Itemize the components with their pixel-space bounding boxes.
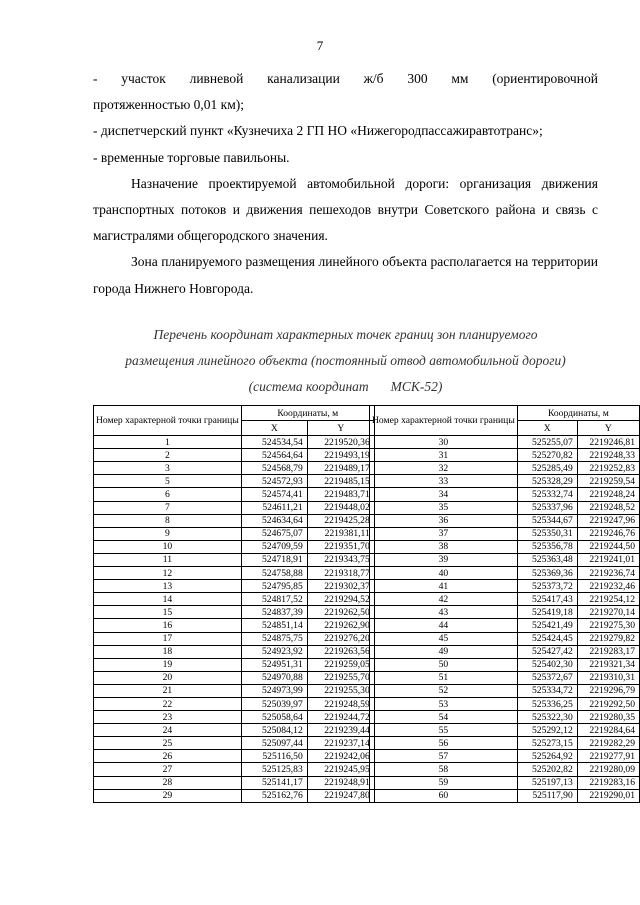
cell-point-number: 58 (370, 763, 518, 776)
cell-x: 525332,74 (517, 488, 577, 501)
table-row (370, 724, 640, 737)
cell-y: 2219448,02 (307, 501, 374, 514)
cell-point-number: 5 (94, 475, 242, 488)
cell-x: 524795,85 (241, 580, 307, 593)
cell-y: 2219283,16 (577, 776, 639, 789)
cell-y: 2219236,74 (577, 567, 639, 580)
cell-y: 2219280,09 (577, 763, 639, 776)
table-row (94, 527, 375, 540)
cell-y: 2219244,72 (307, 711, 374, 724)
table-row (94, 514, 375, 527)
table-row (94, 671, 375, 684)
table-row (370, 501, 640, 514)
cell-point-number: 6 (94, 488, 242, 501)
cell-x: 525273,15 (517, 737, 577, 750)
cell-y: 2219232,46 (577, 580, 639, 593)
cell-x: 525417,43 (517, 593, 577, 606)
list-item-drainage: - участок ливневой канализации ж/б 300 мм (ориентировочной (93, 66, 598, 92)
cell-y: 2219292,50 (577, 697, 639, 710)
cell-point-number: 22 (94, 697, 242, 710)
table-row (370, 580, 640, 593)
table-row (370, 540, 640, 553)
table-row (94, 763, 375, 776)
cell-point-number: 28 (94, 776, 242, 789)
cell-point-number: 49 (370, 645, 518, 658)
cell-x: 525162,76 (241, 789, 307, 802)
cell-x: 524534,54 (241, 436, 307, 449)
table-row (94, 540, 375, 553)
cell-y: 2219276,20 (307, 632, 374, 645)
cell-point-number: 54 (370, 711, 518, 724)
cell-x: 525292,12 (517, 724, 577, 737)
cell-point-number: 17 (94, 632, 242, 645)
cell-y: 2219263,56 (307, 645, 374, 658)
table-row (94, 501, 375, 514)
header-point-number: Номер характерной точки границы (370, 406, 518, 436)
cell-x: 525427,42 (517, 645, 577, 658)
cell-point-number: 31 (370, 449, 518, 462)
cell-y: 2219321,34 (577, 658, 639, 671)
cell-y: 2219252,83 (577, 462, 639, 475)
table-row (370, 789, 640, 802)
cell-point-number: 23 (94, 711, 242, 724)
cell-x: 525421,49 (517, 619, 577, 632)
table-row (370, 763, 640, 776)
table-row (370, 475, 640, 488)
cell-point-number: 9 (94, 527, 242, 540)
cell-x: 524611,21 (241, 501, 307, 514)
cell-x: 525322,30 (517, 711, 577, 724)
cell-y: 2219248,24 (577, 488, 639, 501)
list-dash: - (93, 71, 98, 86)
cell-y: 2219280,35 (577, 711, 639, 724)
cell-x: 525356,78 (517, 540, 577, 553)
cell-x: 525255,07 (517, 436, 577, 449)
table-row (370, 488, 640, 501)
cell-y: 2219248,52 (577, 501, 639, 514)
cell-x: 525197,13 (517, 776, 577, 789)
cell-x: 525337,96 (517, 501, 577, 514)
table-row (94, 724, 375, 737)
cell-y: 2219254,12 (577, 593, 639, 606)
coordinates-table-left (93, 405, 375, 803)
cell-point-number: 25 (94, 737, 242, 750)
cell-y: 2219262,50 (307, 606, 374, 619)
cell-x: 524817,52 (241, 593, 307, 606)
cell-point-number: 42 (370, 593, 518, 606)
table-row (94, 619, 375, 632)
cell-x: 525202,82 (517, 763, 577, 776)
table-row (94, 449, 375, 462)
cell-x: 524634,64 (241, 514, 307, 527)
table-row (94, 567, 375, 580)
table-row (94, 684, 375, 697)
cell-x: 525084,12 (241, 724, 307, 737)
table-row (94, 580, 375, 593)
cell-y: 2219294,52 (307, 593, 374, 606)
table-row (94, 658, 375, 671)
cell-x: 524970,88 (241, 671, 307, 684)
cell-y: 2219483,71 (307, 488, 374, 501)
cell-x: 525097,44 (241, 737, 307, 750)
table-row (94, 789, 375, 802)
cell-y: 2219241,01 (577, 553, 639, 566)
cell-x: 524564,64 (241, 449, 307, 462)
cell-point-number: 1 (94, 436, 242, 449)
cell-x: 525363,48 (517, 553, 577, 566)
cell-y: 2219270,14 (577, 606, 639, 619)
cell-y: 2219239,44 (307, 724, 374, 737)
table-row (94, 553, 375, 566)
caption-line-2: размещения линейного объекта (постоянный отвод автомобильной дороги) (125, 353, 566, 368)
cell-x: 525264,92 (517, 750, 577, 763)
cell-x: 524875,75 (241, 632, 307, 645)
cell-point-number: 30 (370, 436, 518, 449)
table-row (370, 619, 640, 632)
cell-y: 2219520,36 (307, 436, 374, 449)
table-row (370, 684, 640, 697)
list-item-dispatch: - диспетчерский пункт «Кузнечиха 2 ГП НО «Нижегородпассажиравтотранс»; (93, 123, 543, 139)
cell-point-number: 38 (370, 540, 518, 553)
cell-x: 525125,83 (241, 763, 307, 776)
cell-x: 524837,39 (241, 606, 307, 619)
cell-y: 2219248,59 (307, 697, 374, 710)
cell-y: 2219245,95 (307, 763, 374, 776)
table-row (370, 449, 640, 462)
cell-y: 2219284,64 (577, 724, 639, 737)
cell-point-number: 7 (94, 501, 242, 514)
caption-line-3: (система координат МСК-52) (248, 379, 443, 394)
cell-x: 524718,91 (241, 553, 307, 566)
cell-y: 2219246,76 (577, 527, 639, 540)
cell-y: 2219351,70 (307, 540, 374, 553)
cell-y: 2219381,11 (307, 527, 374, 540)
cell-point-number: 18 (94, 645, 242, 658)
table-row (94, 750, 375, 763)
cell-x: 525373,72 (517, 580, 577, 593)
cell-x: 525058,64 (241, 711, 307, 724)
cell-x: 525117,90 (517, 789, 577, 802)
cell-point-number: 16 (94, 619, 242, 632)
table-row (94, 593, 375, 606)
table-row (94, 737, 375, 750)
cell-x: 524951,31 (241, 658, 307, 671)
cell-point-number: 19 (94, 658, 242, 671)
cell-y: 2219248,33 (577, 449, 639, 462)
table-row (370, 567, 640, 580)
cell-point-number: 39 (370, 553, 518, 566)
table-row (370, 737, 640, 750)
table-row (370, 645, 640, 658)
page-number: 7 (316, 38, 324, 53)
cell-point-number: 33 (370, 475, 518, 488)
cell-x: 524851,14 (241, 619, 307, 632)
paragraph-zone: Зона планируемого размещения линейного объекта располагается на территории города Нижнего Новгорода. (93, 254, 598, 296)
cell-x: 525344,67 (517, 514, 577, 527)
cell-x: 525328,29 (517, 475, 577, 488)
table-row (370, 436, 640, 449)
cell-y: 2219283,17 (577, 645, 639, 658)
header-point-number: Номер характерной точки границы (94, 406, 242, 436)
cell-point-number: 40 (370, 567, 518, 580)
table-row (370, 750, 640, 763)
cell-point-number: 57 (370, 750, 518, 763)
header-coordinates: Координаты, м (517, 406, 639, 421)
header-x: X (517, 421, 577, 436)
header-y: Y (577, 421, 639, 436)
cell-point-number: 35 (370, 501, 518, 514)
cell-x: 525116,50 (241, 750, 307, 763)
header-x: X (241, 421, 307, 436)
caption-line-1: Перечень координат характерных точек границ зон планируемого (153, 327, 538, 342)
cell-x: 525270,82 (517, 449, 577, 462)
table-row (370, 697, 640, 710)
cell-point-number: 12 (94, 567, 242, 580)
cell-point-number: 53 (370, 697, 518, 710)
cell-point-number: 13 (94, 580, 242, 593)
cell-x: 525350,31 (517, 527, 577, 540)
body-text (93, 66, 598, 302)
table-row (370, 606, 640, 619)
cell-y: 2219248,91 (307, 776, 374, 789)
table-row (94, 606, 375, 619)
table-row (94, 632, 375, 645)
table-row (94, 436, 375, 449)
cell-x: 525372,67 (517, 671, 577, 684)
table-row (370, 553, 640, 566)
cell-x: 524973,99 (241, 684, 307, 697)
table-row (94, 645, 375, 658)
table-row (370, 658, 640, 671)
cell-x: 525039,97 (241, 697, 307, 710)
cell-y: 2219296,79 (577, 684, 639, 697)
cell-x: 524758,88 (241, 567, 307, 580)
cell-point-number: 44 (370, 619, 518, 632)
table-row (370, 462, 640, 475)
table-row (370, 632, 640, 645)
table-caption (93, 322, 598, 400)
table-row (94, 697, 375, 710)
cell-point-number: 10 (94, 540, 242, 553)
table-row (370, 711, 640, 724)
cell-point-number: 37 (370, 527, 518, 540)
cell-y: 2219279,82 (577, 632, 639, 645)
cell-y: 2219489,17 (307, 462, 374, 475)
cell-point-number: 29 (94, 789, 242, 802)
cell-x: 525369,36 (517, 567, 577, 580)
cell-x: 525402,30 (517, 658, 577, 671)
table-right-body (370, 436, 640, 803)
cell-y: 2219259,54 (577, 475, 639, 488)
cell-x: 524572,93 (241, 475, 307, 488)
cell-x: 524675,07 (241, 527, 307, 540)
cell-point-number: 45 (370, 632, 518, 645)
table-row (94, 462, 375, 475)
cell-y: 2219343,75 (307, 553, 374, 566)
coordinates-table-right (369, 405, 640, 803)
cell-y: 2219318,77 (307, 567, 374, 580)
cell-point-number: 20 (94, 671, 242, 684)
cell-y: 2219485,15 (307, 475, 374, 488)
cell-point-number: 32 (370, 462, 518, 475)
cell-y: 2219247,80 (307, 789, 374, 802)
cell-x: 524709,59 (241, 540, 307, 553)
cell-y: 2219282,29 (577, 737, 639, 750)
cell-point-number: 60 (370, 789, 518, 802)
list-item-drainage-cont: протяженностью 0,01 км); (93, 97, 245, 113)
cell-x: 525334,72 (517, 684, 577, 697)
table-row (370, 593, 640, 606)
cell-y: 2219255,70 (307, 671, 374, 684)
cell-x: 525336,25 (517, 697, 577, 710)
cell-y: 2219425,28 (307, 514, 374, 527)
cell-x: 525419,18 (517, 606, 577, 619)
cell-y: 2219244,50 (577, 540, 639, 553)
header-coordinates: Координаты, м (241, 406, 374, 421)
cell-x: 525424,45 (517, 632, 577, 645)
paragraph-purpose: Назначение проектируемой автомобильной дороги: организация движения транспортных потоков и движения пешеходов внутри Советского района и связь с магистралями общегородского значения. (93, 175, 598, 244)
cell-point-number: 36 (370, 514, 518, 527)
table-row (94, 776, 375, 789)
cell-point-number: 52 (370, 684, 518, 697)
cell-y: 2219242,06 (307, 750, 374, 763)
cell-point-number: 11 (94, 553, 242, 566)
table-row (94, 711, 375, 724)
cell-y: 2219493,19 (307, 449, 374, 462)
cell-point-number: 50 (370, 658, 518, 671)
cell-y: 2219302,37 (307, 580, 374, 593)
cell-point-number: 27 (94, 763, 242, 776)
cell-y: 2219247,96 (577, 514, 639, 527)
cell-point-number: 55 (370, 724, 518, 737)
cell-point-number: 3 (94, 462, 242, 475)
cell-point-number: 56 (370, 737, 518, 750)
cell-y: 2219277,91 (577, 750, 639, 763)
cell-point-number: 59 (370, 776, 518, 789)
cell-point-number: 15 (94, 606, 242, 619)
cell-point-number: 24 (94, 724, 242, 737)
cell-point-number: 8 (94, 514, 242, 527)
cell-point-number: 14 (94, 593, 242, 606)
cell-y: 2219237,14 (307, 737, 374, 750)
cell-point-number: 34 (370, 488, 518, 501)
cell-x: 525141,17 (241, 776, 307, 789)
cell-point-number: 43 (370, 606, 518, 619)
table-row (370, 671, 640, 684)
cell-point-number: 2 (94, 449, 242, 462)
table-left-body (94, 436, 375, 803)
list-item-pavilions: - временные торговые павильоны. (93, 149, 290, 165)
table-row (94, 475, 375, 488)
cell-point-number: 51 (370, 671, 518, 684)
table-row (94, 488, 375, 501)
table-row (370, 776, 640, 789)
cell-y: 2219259,05 (307, 658, 374, 671)
cell-x: 524923,92 (241, 645, 307, 658)
cell-point-number: 41 (370, 580, 518, 593)
cell-y: 2219262,90 (307, 619, 374, 632)
cell-point-number: 26 (94, 750, 242, 763)
cell-y: 2219310,31 (577, 671, 639, 684)
cell-y: 2219290,01 (577, 789, 639, 802)
cell-x: 524568,79 (241, 462, 307, 475)
cell-x: 524574,41 (241, 488, 307, 501)
cell-y: 2219246,81 (577, 436, 639, 449)
cell-x: 525285,49 (517, 462, 577, 475)
cell-y: 2219275,30 (577, 619, 639, 632)
cell-y: 2219255,30 (307, 684, 374, 697)
table-row (370, 514, 640, 527)
header-y: Y (307, 421, 374, 436)
cell-point-number: 21 (94, 684, 242, 697)
table-row (370, 527, 640, 540)
